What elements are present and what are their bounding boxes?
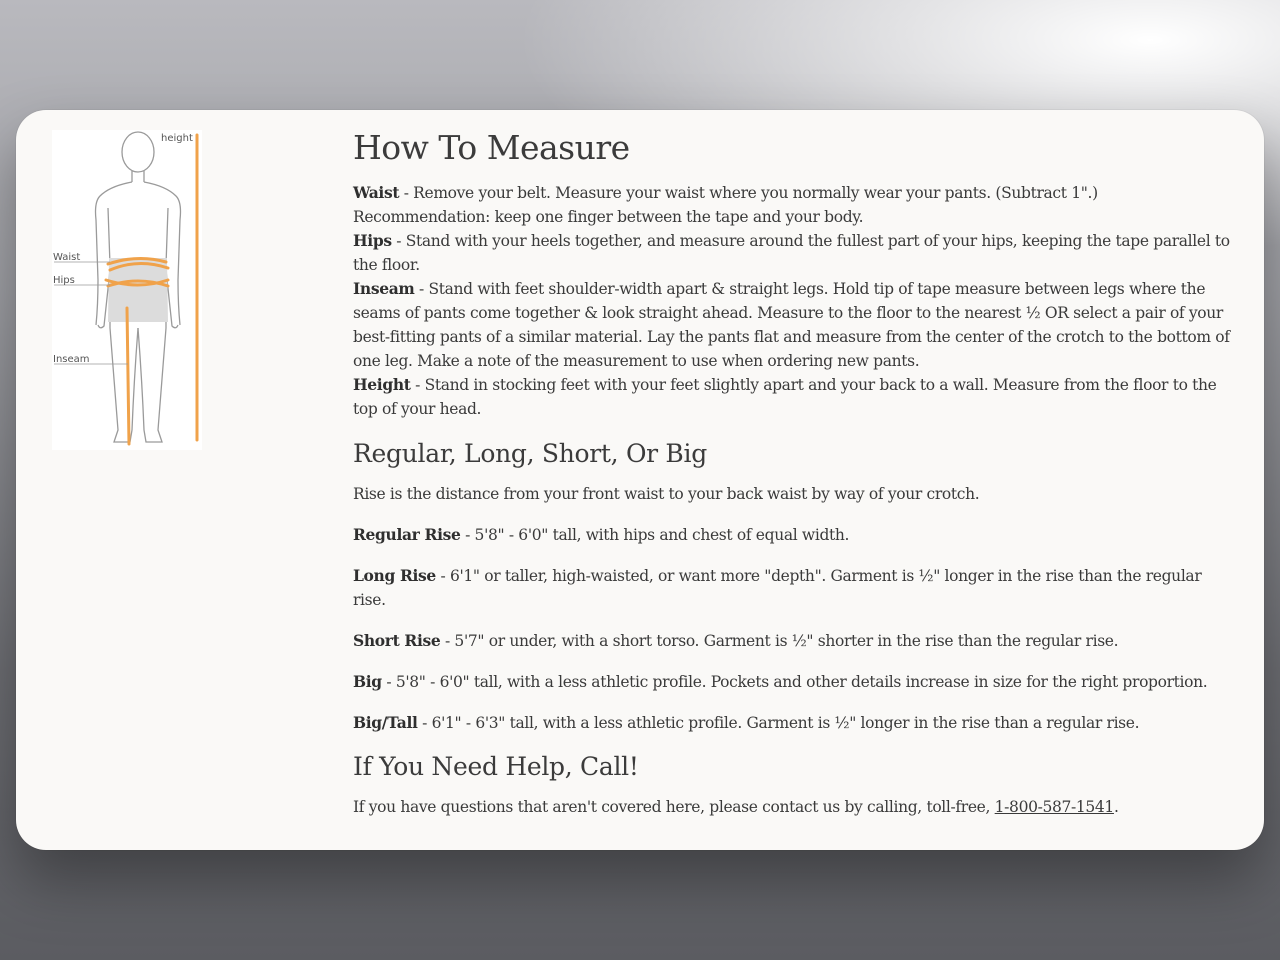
size-guide-content xyxy=(353,128,1233,836)
long-rise-definition: Long Rise - 6'1" or taller, high-waisted, or want more "depth". Garment is ½" longer in the rise than the regular rise. xyxy=(353,566,1202,609)
height-definition: Height - Stand in stocking feet with your feet slightly apart and your back to a wall. Measure from the floor to the top of your head. xyxy=(353,375,1217,418)
measurement-diagram xyxy=(52,130,202,450)
waist-label: Waist xyxy=(53,252,81,263)
big-definition: Big - 5'8" - 6'0" tall, with a less athletic profile. Pockets and other details increase in size for the right proportion. xyxy=(353,672,1208,691)
rise-heading: Regular, Long, Short, Or Big xyxy=(353,439,707,468)
how-to-measure-heading: How To Measure xyxy=(353,128,630,167)
waist-definition: Waist - Remove your belt. Measure your waist where you normally wear your pants. (Subtract 1".) Recommendation: keep one finger between the tape and your body. xyxy=(353,183,1098,226)
content-card xyxy=(16,110,1264,850)
big-tall-definition: Big/Tall - 6'1" - 6'3" tall, with a less athletic profile. Garment is ½" longer in the rise than a regular rise. xyxy=(353,713,1140,732)
short-rise-definition: Short Rise - 5'7" or under, with a short torso. Garment is ½" shorter in the rise than the regular rise. xyxy=(353,631,1119,650)
hips-definition: Hips - Stand with your heels together, and measure around the fullest part of your hips, keeping the tape parallel to the floor. xyxy=(353,231,1230,274)
phone-link[interactable]: 1-800-587-1541 xyxy=(994,798,1114,816)
help-heading: If You Need Help, Call! xyxy=(353,752,639,781)
hips-label: Hips xyxy=(53,275,75,286)
regular-rise-definition: Regular Rise - 5'8" - 6'0" tall, with hips and chest of equal width. xyxy=(353,525,850,544)
rise-intro: Rise is the distance from your front waist to your back waist by way of your crotch. xyxy=(353,485,980,503)
inseam-label: Inseam xyxy=(53,354,90,365)
help-text: If you have questions that aren't covered here, please contact us by calling, toll-free, 1-800-587-1541. xyxy=(353,798,1119,816)
height-label: height xyxy=(161,133,193,144)
inseam-definition: Inseam - Stand with feet shoulder-width apart & straight legs. Hold tip of tape measure between legs where the seams of pants come together & look straight ahead. Measure to the floor to the nearest ½ OR select a pair of your best-fitting pants of a similar material. Lay the pants flat and measure from the center of the crotch to the bottom of one leg. Make a note of the measurement to use when ordering new pants. xyxy=(353,279,1230,370)
